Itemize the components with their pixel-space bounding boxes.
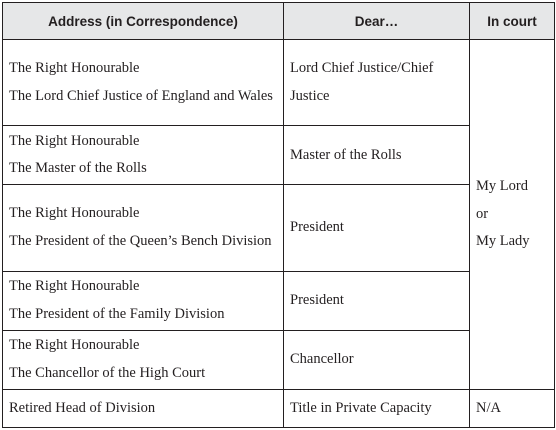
in-court-cell: N/A xyxy=(470,389,555,427)
address-line: The Right Honourable xyxy=(9,205,140,222)
address-cell xyxy=(3,271,284,330)
address-line: Retired Head of Division xyxy=(9,399,156,416)
address-cell xyxy=(3,185,284,271)
address-line: The Right Honourable xyxy=(9,132,140,149)
dear-cell: President xyxy=(284,185,470,271)
address-line: The Chancellor of the High Court xyxy=(9,364,206,381)
header-dear: Dear… xyxy=(284,3,470,40)
address-line: The President of the Queen’s Bench Division xyxy=(9,232,272,249)
address-cell xyxy=(3,330,284,389)
dear-cell: Title in Private Capacity xyxy=(284,389,470,427)
in-court-line: My Lord xyxy=(476,178,528,195)
in-court-line: My Lady xyxy=(476,233,530,250)
dear-cell: President xyxy=(284,271,470,330)
dear-cell: Lord Chief Justice/Chief Justice xyxy=(284,40,470,126)
address-line: The Lord Chief Justice of England and Wales xyxy=(9,87,273,104)
dear-cell: Chancellor xyxy=(284,330,470,389)
address-line: The Right Honourable xyxy=(9,337,140,354)
table-row xyxy=(3,40,555,126)
header-in-court: In court xyxy=(470,3,555,40)
address-cell xyxy=(3,40,284,126)
forms-of-address-table xyxy=(2,2,555,428)
table-row xyxy=(3,389,555,427)
address-line: The Master of the Rolls xyxy=(9,160,147,177)
dear-cell: Master of the Rolls xyxy=(284,126,470,185)
address-line: The President of the Family Division xyxy=(9,305,225,322)
address-line: The Right Honourable xyxy=(9,60,140,77)
header-row xyxy=(3,3,555,40)
in-court-cell xyxy=(470,40,555,390)
header-address: Address (in Correspondence) xyxy=(3,3,284,40)
address-line: The Right Honourable xyxy=(9,278,140,295)
address-cell xyxy=(3,126,284,185)
in-court-line: or xyxy=(476,205,489,222)
address-cell xyxy=(3,389,284,427)
